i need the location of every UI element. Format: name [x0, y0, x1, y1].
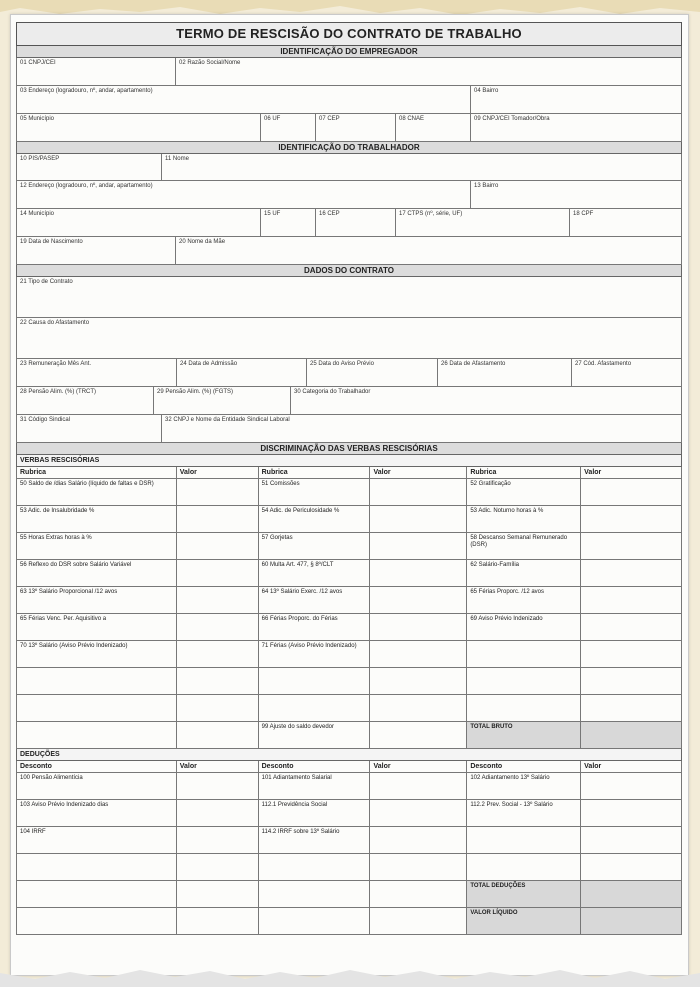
deducoes-item-label: 104 IRRF — [17, 827, 177, 853]
verbas-item-value[interactable] — [177, 614, 259, 640]
deducoes-item-value[interactable] — [370, 773, 467, 799]
field-24[interactable]: 24 Data de Admissão — [177, 359, 307, 386]
verbas-empty-row — [17, 668, 682, 695]
verbas-item-value[interactable] — [370, 506, 467, 532]
verbas-item-value[interactable] — [370, 587, 467, 613]
field-02[interactable]: 02 Razão Social/Nome — [176, 58, 682, 85]
verbas-item-label: 57 Gorjetas — [259, 533, 371, 559]
deducoes-item-value[interactable] — [581, 827, 682, 853]
verbas-item-value[interactable] — [177, 533, 259, 559]
verbas-header-row — [17, 467, 682, 479]
field-05[interactable]: 05 Município — [17, 114, 261, 141]
field-21[interactable]: 21 Tipo de Contrato — [17, 277, 682, 317]
col-valor: Valor — [370, 761, 467, 772]
valor-liquido-label: VALOR LÍQUIDO — [467, 908, 581, 934]
verbas-item-label: 51 Comissões — [259, 479, 371, 505]
col-valor: Valor — [177, 761, 259, 772]
deducoes-table — [16, 761, 682, 935]
section-employer: IDENTIFICAÇÃO DO EMPREGADOR — [16, 46, 682, 58]
field-23[interactable]: 23 Remuneração Mês Ant. — [17, 359, 177, 386]
verbas-item-value[interactable] — [370, 479, 467, 505]
col-desconto: Desconto — [17, 761, 177, 772]
col-rubrica: Rubrica — [467, 467, 581, 478]
verbas-item-value[interactable] — [177, 479, 259, 505]
deducoes-item-value[interactable] — [370, 800, 467, 826]
field-01[interactable]: 01 CNPJ/CEI — [17, 58, 176, 85]
verbas-row — [17, 533, 682, 560]
deducoes-item-label: 101 Adiantamento Salarial — [259, 773, 371, 799]
deducoes-item-value[interactable] — [581, 800, 682, 826]
valor-liquido-row — [17, 908, 682, 935]
verbas-total-row — [17, 722, 682, 749]
field-20[interactable]: 20 Nome da Mãe — [176, 237, 682, 264]
field-06[interactable]: 06 UF — [261, 114, 316, 141]
field-08[interactable]: 08 CNAE — [396, 114, 471, 141]
verbas-item-value[interactable] — [370, 560, 467, 586]
col-desconto: Desconto — [467, 761, 581, 772]
trct-form — [16, 22, 682, 964]
col-valor: Valor — [581, 761, 682, 772]
deducoes-row — [17, 773, 682, 800]
verbas-item-label: 64 13º Salário Exerc. /12 avos — [259, 587, 371, 613]
verbas-item-label: 50 Saldo de /dias Salário (líquido de faltas e DSR) — [17, 479, 177, 505]
form-title: TERMO DE RESCISÃO DO CONTRATO DE TRABALHO — [16, 22, 682, 46]
verbas-item-value[interactable] — [370, 641, 467, 667]
deducoes-item-value[interactable] — [177, 827, 259, 853]
verbas-empty-row — [17, 695, 682, 722]
section-worker: IDENTIFICAÇÃO DO TRABALHADOR — [16, 142, 682, 154]
verbas-item-value[interactable] — [581, 479, 682, 505]
field-03[interactable]: 03 Endereço (logradouro, nº, andar, apartamento) — [17, 86, 471, 113]
valor-liquido-value[interactable] — [581, 908, 682, 934]
deducoes-row — [17, 800, 682, 827]
verbas-item-label: 65 Férias Proporc. /12 avos — [467, 587, 581, 613]
field-99[interactable]: 99 Ajuste do saldo devedor — [259, 722, 371, 748]
total-deducoes-row — [17, 881, 682, 908]
field-04[interactable]: 04 Bairro — [471, 86, 682, 113]
field-19[interactable]: 19 Data de Nascimento — [17, 237, 176, 264]
field-10[interactable]: 10 PIS/PASEP — [17, 154, 162, 180]
verbas-item-label: 58 Descanso Semanal Remunerado (DSR) — [467, 533, 581, 559]
deducoes-heading: DEDUÇÕES — [16, 749, 682, 761]
section-discrimination: DISCRIMINAÇÃO DAS VERBAS RESCISÓRIAS — [16, 443, 682, 455]
deducoes-row — [17, 827, 682, 854]
total-deducoes-value[interactable] — [581, 881, 682, 907]
field-29[interactable]: 29 Pensão Alim. (%) (FGTS) — [154, 387, 291, 414]
deducoes-item-value[interactable] — [370, 827, 467, 853]
verbas-item-value[interactable] — [370, 614, 467, 640]
verbas-item-label: 66 Férias Proporc. do Férias — [259, 614, 371, 640]
verbas-item-label: 56 Reflexo do DSR sobre Salário Variável — [17, 560, 177, 586]
verbas-item-label: 52 Gratificação — [467, 479, 581, 505]
verbas-item-label: 70 13º Salário (Aviso Prévio Indenizado) — [17, 641, 177, 667]
field-26[interactable]: 26 Data de Afastamento — [438, 359, 572, 386]
verbas-item-value[interactable] — [581, 560, 682, 586]
col-rubrica: Rubrica — [17, 467, 177, 478]
deducoes-item-value[interactable] — [581, 773, 682, 799]
field-25[interactable]: 25 Data do Aviso Prévio — [307, 359, 438, 386]
field-07[interactable]: 07 CEP — [316, 114, 396, 141]
field-18[interactable]: 18 CPF — [570, 209, 682, 236]
torn-paper-bottom — [0, 965, 700, 987]
verbas-item-value[interactable] — [581, 587, 682, 613]
field-14[interactable]: 14 Município — [17, 209, 261, 236]
section-contract: DADOS DO CONTRATO — [16, 265, 682, 277]
verbas-table — [16, 467, 682, 749]
deducoes-item-label: 114.2 IRRF sobre 13º Salário — [259, 827, 371, 853]
deducoes-item-label: 100 Pensão Alimentícia — [17, 773, 177, 799]
verbas-item-label: 54 Adic. de Periculosidade % — [259, 506, 371, 532]
verbas-item-value[interactable] — [177, 506, 259, 532]
col-valor: Valor — [370, 467, 467, 478]
verbas-item-value[interactable] — [581, 506, 682, 532]
verbas-item-value[interactable] — [581, 614, 682, 640]
field-15[interactable]: 15 UF — [261, 209, 316, 236]
verbas-item-value[interactable] — [581, 641, 682, 667]
deducoes-empty-row — [17, 854, 682, 881]
verbas-row — [17, 614, 682, 641]
verbas-item-label: 60 Multa Art. 477, § 8º/CLT — [259, 560, 371, 586]
field-22[interactable]: 22 Causa do Afastamento — [17, 318, 682, 358]
verbas-item-label: 69 Aviso Prévio Indenizado — [467, 614, 581, 640]
verbas-item-label: 53 Adic. de Insalubridade % — [17, 506, 177, 532]
col-desconto: Desconto — [259, 761, 371, 772]
verbas-item-label: 65 Férias Venc. Per. Aquisitivo a — [17, 614, 177, 640]
verbas-item-value[interactable] — [581, 533, 682, 559]
total-bruto-value[interactable] — [581, 722, 682, 748]
field-27[interactable]: 27 Cód. Afastamento — [572, 359, 682, 386]
verbas-row — [17, 560, 682, 587]
verbas-row — [17, 641, 682, 668]
verbas-item-label: 53 Adic. Noturno horas à % — [467, 506, 581, 532]
total-bruto-label: TOTAL BRUTO — [467, 722, 581, 748]
col-valor: Valor — [581, 467, 682, 478]
deducoes-item-label: 112.2 Prev. Social - 13º Salário — [467, 800, 581, 826]
total-deducoes-label: TOTAL DEDUÇÕES — [467, 881, 581, 907]
verbas-item-label: 63 13º Salário Proporcional /12 avos — [17, 587, 177, 613]
verbas-item-value[interactable] — [177, 587, 259, 613]
col-valor: Valor — [177, 467, 259, 478]
field-16[interactable]: 16 CEP — [316, 209, 396, 236]
verbas-item-label: 71 Férias (Aviso Prévio Indenizado) — [259, 641, 371, 667]
deducoes-header-row — [17, 761, 682, 773]
field-32[interactable]: 32 CNPJ e Nome da Entidade Sindical Laboral — [162, 415, 682, 442]
verbas-row — [17, 587, 682, 614]
deducoes-item-value[interactable] — [177, 800, 259, 826]
verbas-item-label: 55 Horas Extras horas à % — [17, 533, 177, 559]
verbas-row — [17, 506, 682, 533]
col-rubrica: Rubrica — [259, 467, 371, 478]
verbas-item-label: 62 Salário-Família — [467, 560, 581, 586]
verbas-item-value[interactable] — [177, 641, 259, 667]
verbas-item-value[interactable] — [370, 533, 467, 559]
deducoes-item-label: 112.1 Previdência Social — [259, 800, 371, 826]
verbas-item-value[interactable] — [177, 560, 259, 586]
field-31[interactable]: 31 Código Sindical — [17, 415, 162, 442]
deducoes-item-label: 103 Aviso Prévio Indenizado dias — [17, 800, 177, 826]
deducoes-item-label: 102 Adiantamento 13º Salário — [467, 773, 581, 799]
field-30[interactable]: 30 Categoria do Trabalhador — [291, 387, 682, 414]
deducoes-item-value[interactable] — [177, 773, 259, 799]
field-13[interactable]: 13 Bairro — [471, 181, 682, 208]
deducoes-item-label — [467, 827, 581, 853]
field-28[interactable]: 28 Pensão Alim. (%) (TRCT) — [17, 387, 154, 414]
verbas-item-label — [467, 641, 581, 667]
verbas-row — [17, 479, 682, 506]
field-12[interactable]: 12 Endereço (logradouro, nº, andar, apartamento) — [17, 181, 471, 208]
field-09[interactable]: 09 CNPJ/CEI Tomador/Obra — [471, 114, 682, 141]
verbas-heading: VERBAS RESCISÓRIAS — [16, 455, 682, 467]
field-11[interactable]: 11 Nome — [162, 154, 682, 180]
field-17[interactable]: 17 CTPS (nº, série, UF) — [396, 209, 570, 236]
